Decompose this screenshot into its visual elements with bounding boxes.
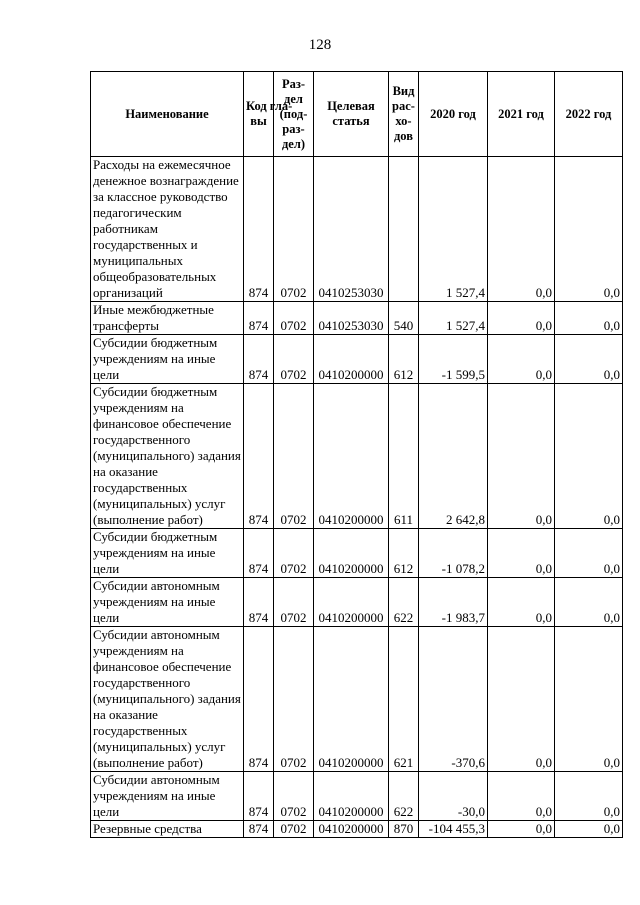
cell-target-article: 0410200000 bbox=[314, 578, 389, 627]
cell-chapter-code: 874 bbox=[244, 157, 274, 302]
table-row bbox=[91, 578, 623, 627]
cell-year-2020: -370,6 bbox=[419, 627, 488, 772]
cell-section: 0702 bbox=[274, 335, 314, 384]
table-row bbox=[91, 821, 623, 838]
table-row bbox=[91, 529, 623, 578]
table-header-row bbox=[91, 72, 623, 157]
budget-table bbox=[90, 71, 623, 838]
cell-target-article: 0410200000 bbox=[314, 772, 389, 821]
cell-section: 0702 bbox=[274, 578, 314, 627]
cell-section: 0702 bbox=[274, 529, 314, 578]
cell-section: 0702 bbox=[274, 772, 314, 821]
header-chapter-code: Код гла-вы bbox=[244, 72, 274, 157]
cell-year-2022: 0,0 bbox=[555, 772, 623, 821]
cell-year-2020: 1 527,4 bbox=[419, 157, 488, 302]
page-number: 128 bbox=[308, 37, 332, 53]
table-row bbox=[91, 627, 623, 772]
cell-section: 0702 bbox=[274, 302, 314, 335]
cell-section: 0702 bbox=[274, 627, 314, 772]
cell-year-2021: 0,0 bbox=[488, 627, 555, 772]
table-row bbox=[91, 157, 623, 302]
cell-year-2021: 0,0 bbox=[488, 529, 555, 578]
cell-year-2021: 0,0 bbox=[488, 772, 555, 821]
cell-chapter-code: 874 bbox=[244, 821, 274, 838]
cell-chapter-code: 874 bbox=[244, 384, 274, 529]
cell-year-2022: 0,0 bbox=[555, 157, 623, 302]
cell-name: Субсидии бюджетным учреждениям на финансовое обеспечение государственного (муниципального) задания на оказание государственных (муниципальных) услуг (выполнение работ) bbox=[91, 384, 244, 529]
cell-expense-type: 611 bbox=[389, 384, 419, 529]
cell-year-2022: 0,0 bbox=[555, 384, 623, 529]
cell-year-2022: 0,0 bbox=[555, 302, 623, 335]
cell-year-2020: -1 078,2 bbox=[419, 529, 488, 578]
cell-year-2020: 2 642,8 bbox=[419, 384, 488, 529]
cell-chapter-code: 874 bbox=[244, 529, 274, 578]
cell-year-2020: -104 455,3 bbox=[419, 821, 488, 838]
table-row bbox=[91, 335, 623, 384]
cell-target-article: 0410253030 bbox=[314, 157, 389, 302]
cell-section: 0702 bbox=[274, 384, 314, 529]
cell-year-2021: 0,0 bbox=[488, 335, 555, 384]
cell-name: Резервные средства bbox=[91, 821, 244, 838]
cell-year-2022: 0,0 bbox=[555, 529, 623, 578]
table-row bbox=[91, 772, 623, 821]
cell-expense-type: 612 bbox=[389, 529, 419, 578]
cell-target-article: 0410200000 bbox=[314, 384, 389, 529]
cell-year-2022: 0,0 bbox=[555, 821, 623, 838]
cell-expense-type: 612 bbox=[389, 335, 419, 384]
header-section: Раз-дел (под-раз-дел) bbox=[274, 72, 314, 157]
cell-target-article: 0410200000 bbox=[314, 335, 389, 384]
cell-name: Субсидии бюджетным учреждениям на иные цели bbox=[91, 335, 244, 384]
cell-year-2022: 0,0 bbox=[555, 627, 623, 772]
cell-section: 0702 bbox=[274, 157, 314, 302]
cell-expense-type bbox=[389, 157, 419, 302]
cell-year-2021: 0,0 bbox=[488, 302, 555, 335]
cell-year-2021: 0,0 bbox=[488, 384, 555, 529]
cell-year-2020: -30,0 bbox=[419, 772, 488, 821]
cell-expense-type: 622 bbox=[389, 772, 419, 821]
cell-name: Субсидии автономным учреждениям на иные цели bbox=[91, 772, 244, 821]
cell-year-2021: 0,0 bbox=[488, 157, 555, 302]
cell-year-2020: -1 599,5 bbox=[419, 335, 488, 384]
cell-chapter-code: 874 bbox=[244, 578, 274, 627]
cell-name: Расходы на ежемесячное денежное вознаграждение за классное руководство педагогическим работникам государственных и муниципальных общеобразовательных организаций bbox=[91, 157, 244, 302]
cell-chapter-code: 874 bbox=[244, 335, 274, 384]
cell-chapter-code: 874 bbox=[244, 772, 274, 821]
cell-year-2022: 0,0 bbox=[555, 335, 623, 384]
cell-year-2022: 0,0 bbox=[555, 578, 623, 627]
cell-target-article: 0410200000 bbox=[314, 821, 389, 838]
cell-target-article: 0410200000 bbox=[314, 627, 389, 772]
header-expense-type: Вид рас-хо-дов bbox=[389, 72, 419, 157]
cell-year-2020: -1 983,7 bbox=[419, 578, 488, 627]
cell-expense-type: 622 bbox=[389, 578, 419, 627]
cell-name: Субсидии автономным учреждениям на финансовое обеспечение государственного (муниципального) задания на оказание государственных (муниципальных) услуг (выполнение работ) bbox=[91, 627, 244, 772]
header-year-2022: 2022 год bbox=[555, 72, 623, 157]
cell-target-article: 0410253030 bbox=[314, 302, 389, 335]
cell-name: Субсидии бюджетным учреждениям на иные цели bbox=[91, 529, 244, 578]
cell-target-article: 0410200000 bbox=[314, 529, 389, 578]
cell-year-2020: 1 527,4 bbox=[419, 302, 488, 335]
cell-expense-type: 540 bbox=[389, 302, 419, 335]
cell-expense-type: 870 bbox=[389, 821, 419, 838]
cell-expense-type: 621 bbox=[389, 627, 419, 772]
cell-year-2021: 0,0 bbox=[488, 821, 555, 838]
cell-name: Иные межбюджетные трансферты bbox=[91, 302, 244, 335]
cell-name: Субсидии автономным учреждениям на иные цели bbox=[91, 578, 244, 627]
header-year-2020: 2020 год bbox=[419, 72, 488, 157]
cell-section: 0702 bbox=[274, 821, 314, 838]
cell-chapter-code: 874 bbox=[244, 627, 274, 772]
table-row bbox=[91, 384, 623, 529]
header-target-article: Целевая статья bbox=[314, 72, 389, 157]
cell-chapter-code: 874 bbox=[244, 302, 274, 335]
cell-year-2021: 0,0 bbox=[488, 578, 555, 627]
header-year-2021: 2021 год bbox=[488, 72, 555, 157]
table-row bbox=[91, 302, 623, 335]
header-name: Наименование bbox=[91, 72, 244, 157]
